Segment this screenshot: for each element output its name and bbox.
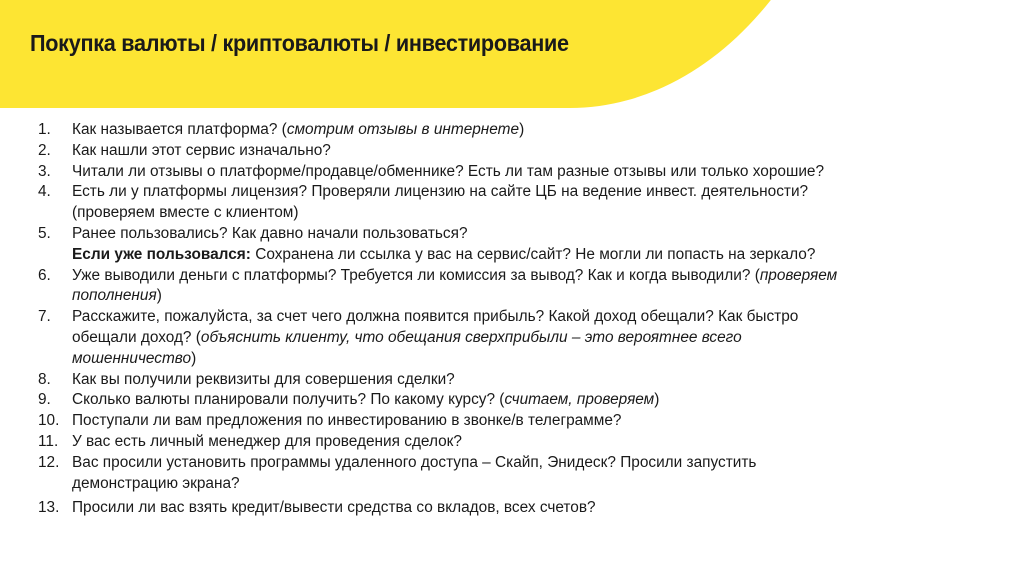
item-text: [72, 141, 968, 162]
item-line: (проверяем вместе с клиентом): [72, 204, 299, 222]
list-item-13: [38, 498, 968, 519]
item-line: демонстрацию экрана?: [72, 474, 240, 492]
item-number: 9.: [38, 391, 51, 409]
list-item-2: [38, 141, 968, 162]
item-text: [72, 370, 968, 391]
item-text-part: Уже выводили деньги с платформы? Требуется ли комиссия за вывод? Как и когда выводили? (: [72, 266, 760, 284]
item-text: [72, 224, 968, 266]
item-line: Расскажите, пожалуйста, за счет чего должна появится прибыль? Какой доход обещали? Как быстро: [72, 308, 799, 326]
item-text-part: ): [156, 287, 162, 305]
question-list: [38, 120, 968, 519]
item-number: 5.: [38, 224, 51, 242]
item-number: 8.: [38, 370, 51, 388]
list-item-8: [38, 370, 968, 391]
list-item-5: [38, 224, 968, 266]
item-text: [72, 498, 968, 519]
item-line: Вас просили установить программы удаленного доступа – Скайп, Энидеск? Просили запустить: [72, 453, 757, 471]
item-text-part: ): [519, 121, 525, 138]
item-number: 3.: [38, 162, 51, 180]
item-italic-note: проверяем: [759, 266, 838, 284]
item-text: [72, 307, 968, 369]
item-text-part: ): [654, 391, 660, 409]
item-text: [72, 453, 968, 495]
item-number: 11.: [38, 432, 59, 450]
list-item-3: [38, 162, 968, 183]
item-number: 7.: [38, 308, 51, 326]
item-number: 1.: [38, 121, 51, 138]
slide-title: Покупка валюты / криптовалюты / инвестирование: [30, 30, 569, 56]
item-text: [72, 390, 968, 411]
list-item-11: [38, 432, 968, 453]
item-text-part: Как называется платформа? (: [72, 121, 287, 138]
item-line: Читали ли отзывы о платформе/продавце/обменнике? Есть ли там разные отзывы или только хорошие?: [72, 162, 825, 180]
list-item-1: [38, 120, 968, 141]
list-item-12: [38, 453, 968, 495]
item-text-part: обещали доход? (: [72, 328, 201, 346]
item-text-part: Сколько валюты планировали получить? По какому курсу? (: [72, 391, 505, 409]
item-number: 2.: [38, 141, 51, 159]
title-banner: [0, 0, 900, 118]
item-italic-note: пополнения: [72, 287, 157, 305]
item-line: У вас есть личный менеджер для проведения сделок?: [72, 432, 462, 450]
item-text: [72, 162, 968, 183]
item-number: 4.: [38, 183, 51, 201]
item-italic-note: смотрим отзывы в интернете: [286, 121, 520, 138]
item-text: [72, 182, 968, 224]
item-text-part: ): [191, 349, 197, 367]
item-line: Поступали ли вам предложения по инвестированию в звонке/в телеграмме?: [72, 412, 622, 430]
item-text: [72, 432, 968, 453]
item-number: 10.: [38, 412, 60, 430]
item-italic-note: мошенничество: [72, 349, 192, 367]
item-text: [72, 266, 968, 308]
item-line: Ранее пользовались? Как давно начали пользоваться?: [72, 224, 468, 242]
item-bold-lead: Если уже пользовался:: [72, 245, 251, 263]
item-number: 6.: [38, 266, 51, 284]
list-item-6: [38, 266, 968, 308]
item-number: 12.: [38, 453, 60, 471]
item-italic-note: считаем, проверяем: [504, 391, 655, 409]
list-item-4: [38, 182, 968, 224]
item-italic-note: объяснить клиенту, что обещания сверхприбыли – это вероятнее всего: [200, 328, 742, 346]
item-line: Просили ли вас взять кредит/вывести средства со вкладов, всех счетов?: [72, 499, 596, 517]
item-text-part: Сохранена ли ссылка у вас на сервис/сайт? Не могли ли попасть на зеркало?: [250, 245, 816, 263]
item-text: [72, 411, 968, 432]
item-line: Есть ли у платформы лицензия? Проверяли лицензию на сайте ЦБ на ведение инвест. деятельности?: [72, 183, 809, 201]
item-line: Как вы получили реквизиты для совершения сделки?: [72, 370, 455, 388]
item-number: 13.: [38, 499, 60, 517]
list-item-10: [38, 411, 968, 432]
item-text: [72, 120, 968, 141]
list-item-7: [38, 307, 968, 369]
list-item-9: [38, 390, 968, 411]
item-line: Как нашли этот сервис изначально?: [72, 141, 331, 159]
